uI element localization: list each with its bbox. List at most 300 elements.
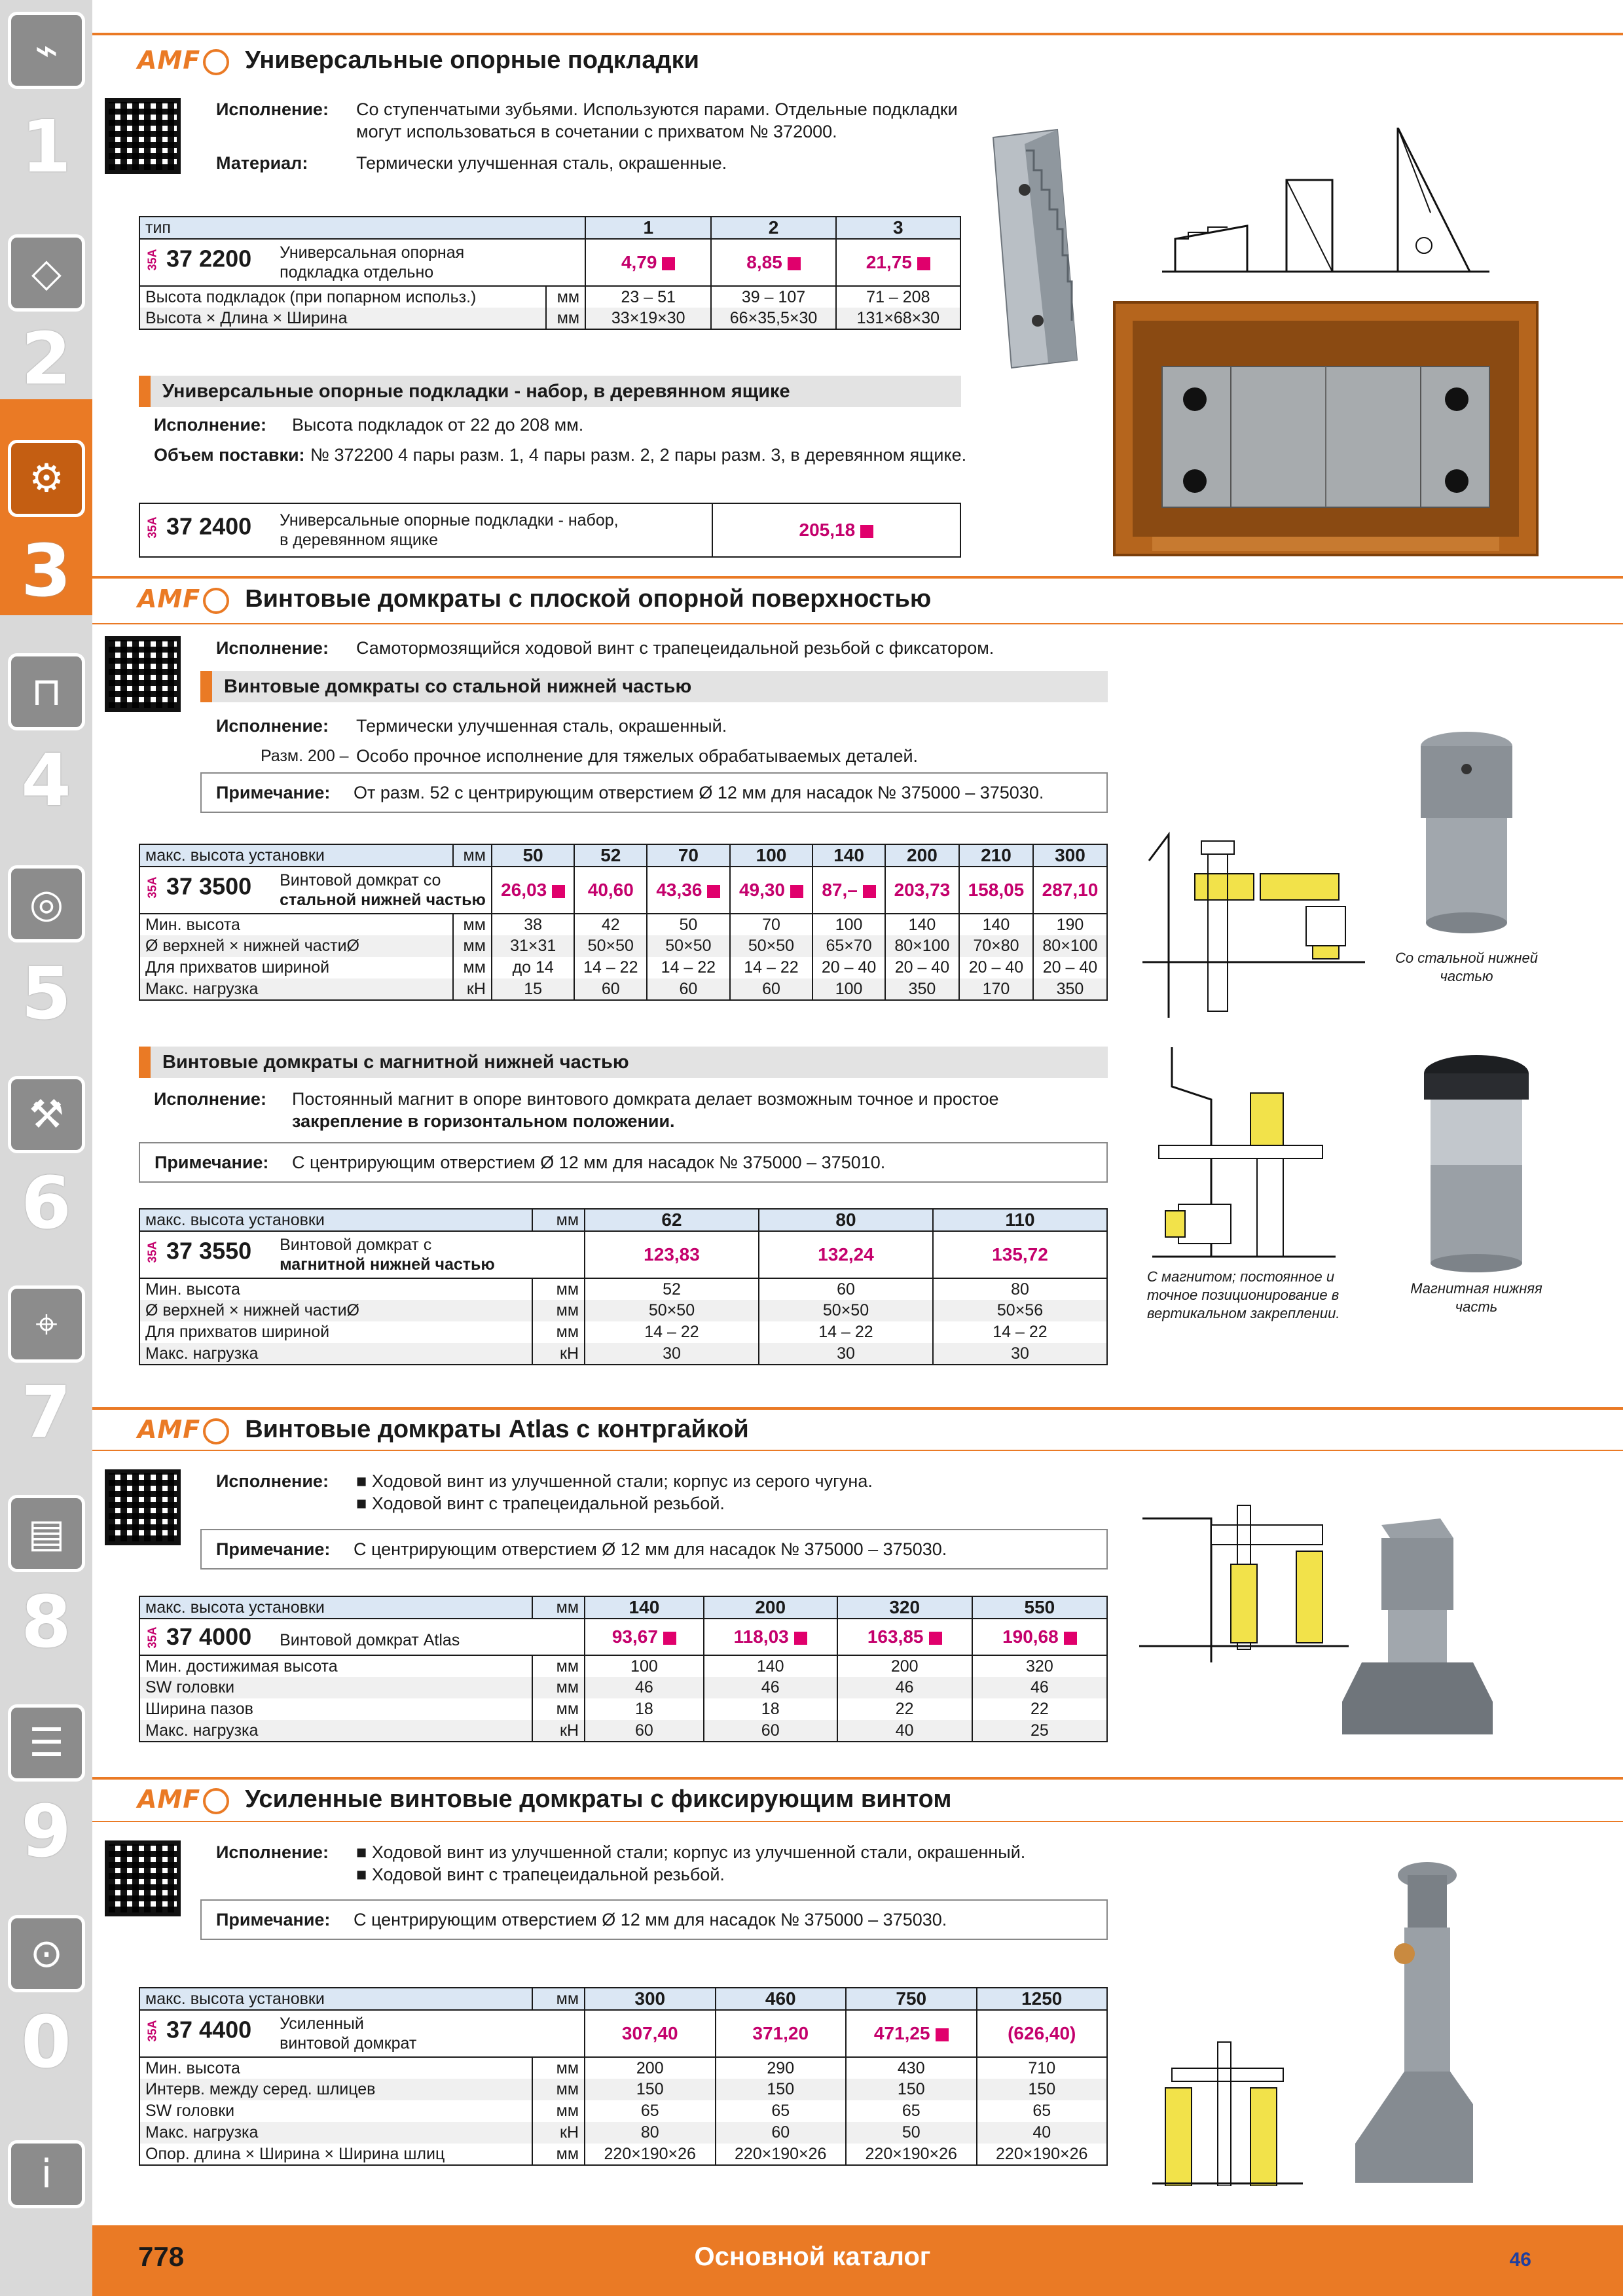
execution-text xyxy=(356,98,958,143)
row-label: Для прихватов шириной xyxy=(139,957,453,978)
note-box xyxy=(200,1899,1108,1940)
cell-value: 39 – 107 xyxy=(711,286,835,308)
row-unit: мм xyxy=(532,2144,585,2165)
material-text: Термически улучшенная сталь, окрашенные. xyxy=(356,153,727,173)
cell-value: 100 xyxy=(812,914,885,935)
note-text: С центрирующим отверстием Ø 12 мм для насадок № 375000 – 375030. xyxy=(354,1539,947,1559)
article-name xyxy=(280,511,619,550)
row-unit: мм xyxy=(532,1300,585,1321)
cell-value: 65 xyxy=(716,2100,847,2122)
steel-jack-diagram xyxy=(1142,821,1385,1018)
article-cell[interactable] xyxy=(139,1619,585,1655)
price-cell[interactable] xyxy=(959,867,1033,914)
table-374000 xyxy=(139,1596,1108,1742)
chapter-4-number[interactable]: 4 xyxy=(21,738,71,822)
col-header: 52 xyxy=(574,844,647,867)
table-header-row xyxy=(139,1988,1107,2010)
price-cell[interactable] xyxy=(933,1231,1107,1278)
price-value: 21,75 xyxy=(866,252,912,272)
section-2-title: Винтовые домкраты с плоской опорной поверхностью xyxy=(245,584,932,613)
execution-item-text: Ходовой винт с трапецеидальной резьбой. xyxy=(371,1494,725,1513)
qr-code-icon[interactable] xyxy=(105,1840,181,1916)
tool-holder-icon[interactable]: ⚙ xyxy=(8,440,85,517)
note-text: С центрирующим отверстием Ø 12 мм для насадок № 375000 – 375030. xyxy=(354,1909,947,1929)
price-cell[interactable] xyxy=(1033,867,1107,914)
price-value: 118,03 xyxy=(733,1626,789,1647)
cell-value: 70×80 xyxy=(959,935,1033,957)
table-row xyxy=(139,308,960,329)
set-execution-label: Исполнение: xyxy=(154,415,266,435)
secondary-page-number: 46 xyxy=(1509,2249,1531,2270)
cell-value: 30 xyxy=(585,1343,759,1365)
cell-value: 350 xyxy=(885,978,959,1000)
size-text: Особо прочное исполнение для тяжелых обрабатываемых деталей. xyxy=(356,746,919,766)
row-label: Мин. достижимая высота xyxy=(139,1655,532,1677)
row-label: Опор. длина × Ширина × Ширина шлиц xyxy=(139,2144,532,2165)
price-value: 203,73 xyxy=(894,880,951,900)
execution-item-text: Ходовой винт из улучшенной стали; корпус из улучшенной стали, окрашенный. xyxy=(371,1842,1026,1862)
col-header: 460 xyxy=(716,1988,847,2010)
row-unit: мм xyxy=(453,957,492,978)
table-row xyxy=(139,286,960,308)
note-text: От разм. 52 с центрирующим отверстием Ø 12 мм для насадок № 375000 – 375030. xyxy=(354,782,1044,802)
col-header: 70 xyxy=(647,844,730,867)
chapter-2-number[interactable]: 2 xyxy=(21,317,71,401)
size-label: Разм. 200 – xyxy=(261,747,349,765)
section-underline xyxy=(92,1821,1623,1822)
section-divider xyxy=(92,1777,1623,1780)
cell-value: 60 xyxy=(647,978,730,1000)
chapter-3-number[interactable]: 3 xyxy=(21,529,71,613)
price-marker-icon xyxy=(860,525,873,538)
cell-value: 190 xyxy=(1033,914,1107,935)
col-header: 200 xyxy=(885,844,959,867)
price-value: 4,79 xyxy=(621,252,657,272)
price-marker-icon xyxy=(1064,1632,1077,1645)
price-value: 163,85 xyxy=(867,1626,924,1647)
price-marker-icon xyxy=(917,257,930,270)
cell-value: 140 xyxy=(959,914,1033,935)
price-marker-icon xyxy=(788,257,801,270)
row-label: Интерв. между серед. шлицев xyxy=(139,2079,532,2100)
header-label: макс. высота установки xyxy=(139,844,453,867)
article-name-line-1: Универсальные опорные подкладки - набор, xyxy=(280,511,619,529)
price-group-tag: 35A xyxy=(145,249,159,271)
cell-value: 22 xyxy=(837,1698,972,1720)
header-label: макс. высота установки xyxy=(139,1988,532,2010)
price-cell[interactable] xyxy=(585,2010,716,2057)
caliper-icon[interactable]: ⊓ xyxy=(8,653,85,730)
price-marker-icon xyxy=(929,1632,942,1645)
chapter-6-number[interactable]: 6 xyxy=(21,1161,71,1245)
steel-jack-caption: Со стальной нижней частью xyxy=(1395,950,1539,984)
article-number: 37 2200 xyxy=(166,245,252,272)
qr-code-icon[interactable] xyxy=(105,636,181,712)
note-label: Примечание: xyxy=(216,782,331,802)
price-value: 135,72 xyxy=(992,1244,1048,1265)
cell-value: 80 xyxy=(933,1278,1107,1300)
price-cell[interactable] xyxy=(704,1619,837,1655)
set-subheader xyxy=(139,376,961,407)
col-header: 750 xyxy=(846,1988,977,2010)
cell-value: 220×190×26 xyxy=(585,2144,716,2165)
price-value: 8,85 xyxy=(746,252,782,272)
row-label: SW головки xyxy=(139,1677,532,1698)
article-cell[interactable] xyxy=(139,2010,585,2057)
cell-value: 220×190×26 xyxy=(846,2144,977,2165)
table-header-row xyxy=(139,1596,1107,1619)
price-cell[interactable] xyxy=(647,867,730,914)
steel-subheader xyxy=(200,671,1108,702)
article-name-line-2: винтовой домкрат xyxy=(280,2034,417,2053)
magnet-subheader xyxy=(139,1047,1108,1078)
price-cell[interactable] xyxy=(812,867,885,914)
cell-value: 60 xyxy=(716,2122,847,2144)
article-cell[interactable] xyxy=(139,1231,585,1278)
execution-text: Термически улучшенная сталь, окрашенный. xyxy=(356,716,727,736)
page-footer xyxy=(92,2225,1623,2296)
price-marker-icon xyxy=(794,1632,807,1645)
wrench-icon[interactable]: ⚒ xyxy=(8,1076,85,1153)
execution-label: Исполнение: xyxy=(216,638,329,658)
table-372200 xyxy=(139,216,961,330)
note-box xyxy=(139,1142,1108,1183)
price-cell[interactable] xyxy=(977,2010,1108,2057)
execution-item: ■ Ходовой винт из улучшенной стали; корпус из улучшенной стали, окрашенный. xyxy=(356,1842,1026,1862)
cell-value: 710 xyxy=(977,2057,1108,2079)
table-row-price xyxy=(139,239,960,286)
price-group-tag: 35A xyxy=(145,1626,159,1649)
col-header: 200 xyxy=(704,1596,837,1619)
article-name-line-1: Винтовой домкрат со xyxy=(280,871,441,889)
cabinet-icon[interactable]: ☰ xyxy=(8,1704,85,1782)
col-header: 110 xyxy=(933,1209,1107,1231)
col-header: 1250 xyxy=(977,1988,1108,2010)
price-cell[interactable] xyxy=(585,239,711,286)
execution-list xyxy=(356,1470,873,1515)
cell-value: 20 – 40 xyxy=(1033,957,1107,978)
magnet-subheader-title: Винтовые домкраты с магнитной нижней частью xyxy=(162,1051,629,1073)
cell-value: 140 xyxy=(704,1655,837,1677)
price-value: 158,05 xyxy=(968,880,1025,900)
row-label: Высота × Длина × Ширина xyxy=(139,308,546,329)
chapter-7-number[interactable]: 7 xyxy=(21,1371,71,1454)
heavy-jack-diagram xyxy=(1152,2029,1309,2186)
row-unit: мм xyxy=(546,286,585,308)
steel-jack-photo xyxy=(1401,726,1532,936)
col-header: 320 xyxy=(837,1596,972,1619)
cell-value: 15 xyxy=(492,978,575,1000)
chapter-8-number[interactable]: 8 xyxy=(21,1580,71,1664)
amf-logo-text: AMF xyxy=(137,584,201,613)
price-group-tag: 35A xyxy=(145,2020,159,2042)
cell-value: 71 – 208 xyxy=(836,286,960,308)
qr-code-icon[interactable] xyxy=(105,1469,181,1545)
cell-value: 14 – 22 xyxy=(730,957,813,978)
magnet-jack-diagram xyxy=(1152,1047,1342,1263)
col-header: 210 xyxy=(959,844,1033,867)
execution-item: ■ Ходовой винт с трапецеидальной резьбой. xyxy=(356,1494,725,1513)
cell-value: 14 – 22 xyxy=(647,957,730,978)
cell-value: 20 – 40 xyxy=(812,957,885,978)
price-value: (626,40) xyxy=(1008,2023,1076,2043)
cell-value: 65 xyxy=(977,2100,1108,2122)
cell-value: 80 xyxy=(585,2122,716,2144)
set-subheader-title: Универсальные опорные подкладки - набор, в деревянном ящике xyxy=(162,380,790,402)
execution-label: Исполнение: xyxy=(216,1842,329,1862)
price-marker-icon xyxy=(936,2028,949,2041)
table-row xyxy=(139,2122,1107,2144)
price-cell[interactable] xyxy=(585,1619,704,1655)
cell-value: 220×190×26 xyxy=(977,2144,1108,2165)
price-cell[interactable] xyxy=(585,1231,759,1278)
price-marker-icon xyxy=(662,257,675,270)
table-row xyxy=(139,2079,1107,2100)
col-header: 50 xyxy=(492,844,575,867)
article-cell[interactable] xyxy=(139,867,492,914)
section-2-header xyxy=(137,584,931,614)
price-cell[interactable] xyxy=(712,503,960,557)
cell-value: 40 xyxy=(977,2122,1108,2144)
row-unit: мм xyxy=(532,1278,585,1300)
header-label xyxy=(139,217,585,239)
table-row-price xyxy=(139,503,960,557)
amf-logo xyxy=(137,46,229,75)
row-unit: кН xyxy=(532,2122,585,2144)
execution-list xyxy=(356,1841,1025,1886)
table-header-row xyxy=(139,1209,1107,1231)
page-number: 778 xyxy=(138,2241,185,2272)
chapter-0-number[interactable]: 0 xyxy=(21,2000,71,2084)
row-unit: мм xyxy=(532,2100,585,2122)
price-group-tag: 35A xyxy=(145,516,159,539)
col-header: 80 xyxy=(759,1209,933,1231)
header-label-text: тип xyxy=(145,218,171,237)
article-cell[interactable] xyxy=(139,239,585,286)
row-label: Мин. высота xyxy=(139,914,453,935)
cell-value: 80×100 xyxy=(1033,935,1107,957)
price-cell[interactable] xyxy=(492,867,575,914)
execution-label: Исполнение: xyxy=(216,716,329,736)
safety-goggles-icon[interactable]: ⊙ xyxy=(8,1915,85,1992)
price-value: 307,40 xyxy=(621,2023,678,2043)
section-divider xyxy=(92,576,1623,579)
qr-code-icon[interactable] xyxy=(105,98,181,174)
table-373500 xyxy=(139,844,1108,1001)
amf-logo xyxy=(137,1785,229,1814)
orange-marker xyxy=(139,1047,151,1078)
section-divider xyxy=(92,33,1623,35)
article-name-line-1: Универсальная опорная xyxy=(280,243,465,262)
cutting-insert-icon[interactable]: ◇ xyxy=(8,234,85,312)
cell-value: 50×50 xyxy=(730,935,813,957)
cell-value: 60 xyxy=(704,1720,837,1742)
price-cell[interactable] xyxy=(836,239,960,286)
execution-item-text: Ходовой винт из улучшенной стали; корпус из серого чугуна. xyxy=(371,1471,873,1491)
header-label: макс. высота установки xyxy=(139,1209,532,1231)
price-marker-icon xyxy=(552,885,565,898)
chapter-5-number[interactable]: 5 xyxy=(21,952,71,1035)
table-row xyxy=(139,957,1107,978)
price-marker-icon xyxy=(707,885,720,898)
orange-marker xyxy=(200,671,212,702)
cell-value: 50 xyxy=(846,2122,977,2144)
section-underline xyxy=(92,623,1623,624)
article-name xyxy=(280,870,486,910)
col-header: 300 xyxy=(585,1988,716,2010)
execution-text xyxy=(292,1088,998,1132)
article-name-line-2: подкладка отдельно xyxy=(280,263,434,281)
price-cell[interactable] xyxy=(574,867,647,914)
cell-value: 46 xyxy=(837,1677,972,1698)
cell-value: 22 xyxy=(972,1698,1107,1720)
cell-value: 50×50 xyxy=(759,1300,933,1321)
cell-value: 14 – 22 xyxy=(759,1321,933,1343)
row-unit: кН xyxy=(532,1343,585,1365)
article-number: 37 4400 xyxy=(166,2016,252,2043)
execution-label: Исполнение: xyxy=(154,1089,266,1109)
table-row xyxy=(139,978,1107,1000)
price-value: 49,30 xyxy=(739,880,786,900)
table-row xyxy=(139,2100,1107,2122)
article-number: 37 4000 xyxy=(166,1623,252,1650)
price-value: 123,83 xyxy=(644,1244,700,1265)
price-value: 190,68 xyxy=(1002,1626,1059,1647)
price-group-tag: 35A xyxy=(145,876,159,899)
row-label: Высота подкладок (при попарном использ.) xyxy=(139,286,546,308)
row-label: Ø верхней × нижней частиØ xyxy=(139,935,453,957)
price-cell[interactable] xyxy=(716,2010,847,2057)
price-group-tag: 35A xyxy=(145,1241,159,1263)
cell-value: 150 xyxy=(977,2079,1108,2100)
atlas-jack-diagram xyxy=(1139,1486,1355,1669)
article-name xyxy=(280,2014,416,2053)
article-cell[interactable] xyxy=(139,503,712,557)
price-cell[interactable] xyxy=(837,1619,972,1655)
row-label: Для прихватов шириной xyxy=(139,1321,532,1343)
price-cell[interactable] xyxy=(885,867,959,914)
price-value: 132,24 xyxy=(818,1244,874,1265)
table-header-row xyxy=(139,217,960,239)
cell-value: 42 xyxy=(574,914,647,935)
table-row xyxy=(139,1300,1107,1321)
saw-blade-icon[interactable]: ◎ xyxy=(8,865,85,942)
execution-line-2: могут использоваться в сочетании с прихватом № 372000. xyxy=(356,122,837,141)
price-value: 87,– xyxy=(822,880,858,900)
price-value: 371,20 xyxy=(752,2023,809,2043)
cell-value: 220×190×26 xyxy=(716,2144,847,2165)
cell-value: 65 xyxy=(846,2100,977,2122)
article-name-line-2: в деревянном ящике xyxy=(280,531,439,549)
chapter-1-number[interactable]: 1 xyxy=(21,105,71,188)
row-unit: мм xyxy=(453,935,492,957)
price-cell[interactable] xyxy=(846,2010,977,2057)
col-header: 1 xyxy=(585,217,711,239)
col-header: 550 xyxy=(972,1596,1107,1619)
cell-value: 65 xyxy=(585,2100,716,2122)
info-letter: i xyxy=(41,2151,52,2197)
price-cell[interactable] xyxy=(730,867,813,914)
price-cell[interactable] xyxy=(759,1231,933,1278)
table-row xyxy=(139,2057,1107,2079)
amf-logo-text: AMF xyxy=(137,1415,201,1444)
section-1-title: Универсальные опорные подкладки xyxy=(245,46,699,74)
table-row xyxy=(139,1698,1107,1720)
section-3-header xyxy=(137,1415,749,1444)
cell-value: 150 xyxy=(846,2079,977,2100)
magnet-jack-caption: Магнитная нижняя часть xyxy=(1410,1280,1542,1315)
price-value: 43,36 xyxy=(656,880,702,900)
heavy-jack-photo xyxy=(1342,1856,1512,2196)
section-underline xyxy=(92,1450,1623,1451)
row-label: Макс. нагрузка xyxy=(139,1343,532,1365)
article-name-line-2: магнитной нижней частью xyxy=(280,1255,495,1274)
cell-value: 100 xyxy=(585,1655,704,1677)
table-row xyxy=(139,1655,1107,1677)
cell-value: 18 xyxy=(704,1698,837,1720)
price-marker-icon xyxy=(790,885,803,898)
drill-bit-icon[interactable]: ⌁ xyxy=(8,12,85,89)
chapter-9-number[interactable]: 9 xyxy=(21,1789,71,1873)
table-372400 xyxy=(139,503,961,558)
row-label: Ø верхней × нижней частиØ xyxy=(139,1300,532,1321)
price-cell[interactable] xyxy=(972,1619,1107,1655)
article-number: 37 3500 xyxy=(166,872,252,900)
cell-value: 60 xyxy=(574,978,647,1000)
material-label: Материал: xyxy=(216,153,308,173)
price-marker-icon xyxy=(863,885,876,898)
info-icon[interactable] xyxy=(8,2140,85,2208)
cell-value: 50 xyxy=(647,914,730,935)
cell-value: 200 xyxy=(837,1655,972,1677)
toolbox-icon[interactable]: ▤ xyxy=(8,1495,85,1572)
wooden-box-photo xyxy=(1113,301,1539,556)
cell-value: 30 xyxy=(933,1343,1107,1365)
execution-label: Исполнение: xyxy=(216,1471,329,1491)
row-label: Мин. высота xyxy=(139,1278,532,1300)
price-value: 287,10 xyxy=(1042,880,1099,900)
steel-subheader-title: Винтовые домкраты со стальной нижней частью xyxy=(224,675,692,697)
row-unit: мм xyxy=(532,2079,585,2100)
execution-label: Исполнение: xyxy=(216,99,329,119)
cell-value: 46 xyxy=(704,1677,837,1698)
row-unit: кН xyxy=(453,978,492,1000)
table-row-price xyxy=(139,1231,1107,1278)
cell-value: 23 – 51 xyxy=(585,286,711,308)
article-name-line-1: Усиленный xyxy=(280,2015,364,2033)
cell-value: 150 xyxy=(585,2079,716,2100)
note-label: Примечание: xyxy=(155,1152,269,1172)
execution-item: ■ Ходовой винт из улучшенной стали; корпус из серого чугуна. xyxy=(356,1471,873,1491)
table-row xyxy=(139,1321,1107,1343)
header-unit: мм xyxy=(532,1988,585,2010)
section-4-title: Усиленные винтовые домкраты с фиксирующим винтом xyxy=(245,1785,952,1813)
pliers-icon[interactable]: ⌖ xyxy=(8,1285,85,1363)
execution-line-1: Со ступенчатыми зубьями. Используются парами. Отдельные подкладки xyxy=(356,99,958,119)
cell-value: 350 xyxy=(1033,978,1107,1000)
col-header: 62 xyxy=(585,1209,759,1231)
col-header: 300 xyxy=(1033,844,1107,867)
cell-value: 60 xyxy=(585,1720,704,1742)
note-box xyxy=(200,772,1108,813)
cell-value: 200 xyxy=(585,2057,716,2079)
atlas-jack-photo xyxy=(1336,1518,1506,1741)
cell-value: 320 xyxy=(972,1655,1107,1677)
section-3-title: Винтовые домкраты Atlas с контргайкой xyxy=(245,1415,749,1443)
price-value: 93,67 xyxy=(611,1626,658,1647)
price-cell[interactable] xyxy=(711,239,835,286)
table-row xyxy=(139,1343,1107,1365)
